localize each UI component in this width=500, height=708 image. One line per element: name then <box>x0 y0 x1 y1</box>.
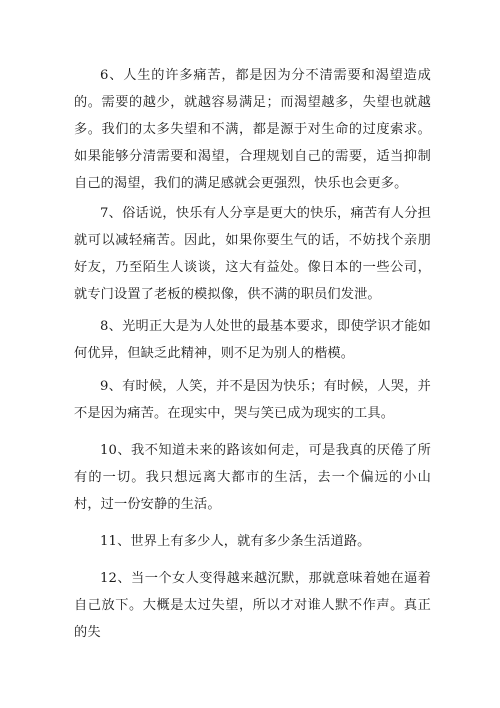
paragraph-8: 8、光明正大是为人处世的最基本要求，即使学识才能如何优异，但缺乏此精神，则不足为别人的楷模。 <box>74 319 431 361</box>
paragraph-9: 9、有时候，人笑，并不是因为快乐；有时候，人哭，并不是因为痛苦。在现实中，哭与笑已成为现实的工具。 <box>74 379 431 421</box>
paragraph-12: 12、当一个女人变得越来越沉默，那就意味着她在逼着自己放下。大概是太过失望，所以才对谁人默不作声。真正的失 <box>74 571 431 640</box>
paragraph-6: 6、人生的许多痛苦，都是因为分不清需要和渴望造成的。需要的越少，就越容易满足；而渴望越多，失望也就越多。我们的太多失望和不满，都是源于对生命的过度索求。如果能够分清需要和渴望，合理规划自己的需要，适当抑制自己的渴望，我们的满足感就会更强烈，快乐也会更多。 <box>74 68 431 191</box>
paragraph-7: 7、俗话说，快乐有人分享是更大的快乐，痛苦有人分担就可以减轻痛苦。因此，如果你要生气的话，不妨找个亲朋好友，乃至陌生人谈谈，这大有益处。像日本的一些公司，就专门设置了老板的模拟像，供不满的职员们发泄。 <box>74 206 431 302</box>
paragraph-11: 11、世界上有多少人，就有多少条生活道路。 <box>100 534 371 549</box>
paragraph-10: 10、我不知道未来的路该如何走，可是我真的厌倦了所有的一切。我只想远离大都市的生活，去一个偏远的小山村，过一份安静的生活。 <box>74 443 431 512</box>
